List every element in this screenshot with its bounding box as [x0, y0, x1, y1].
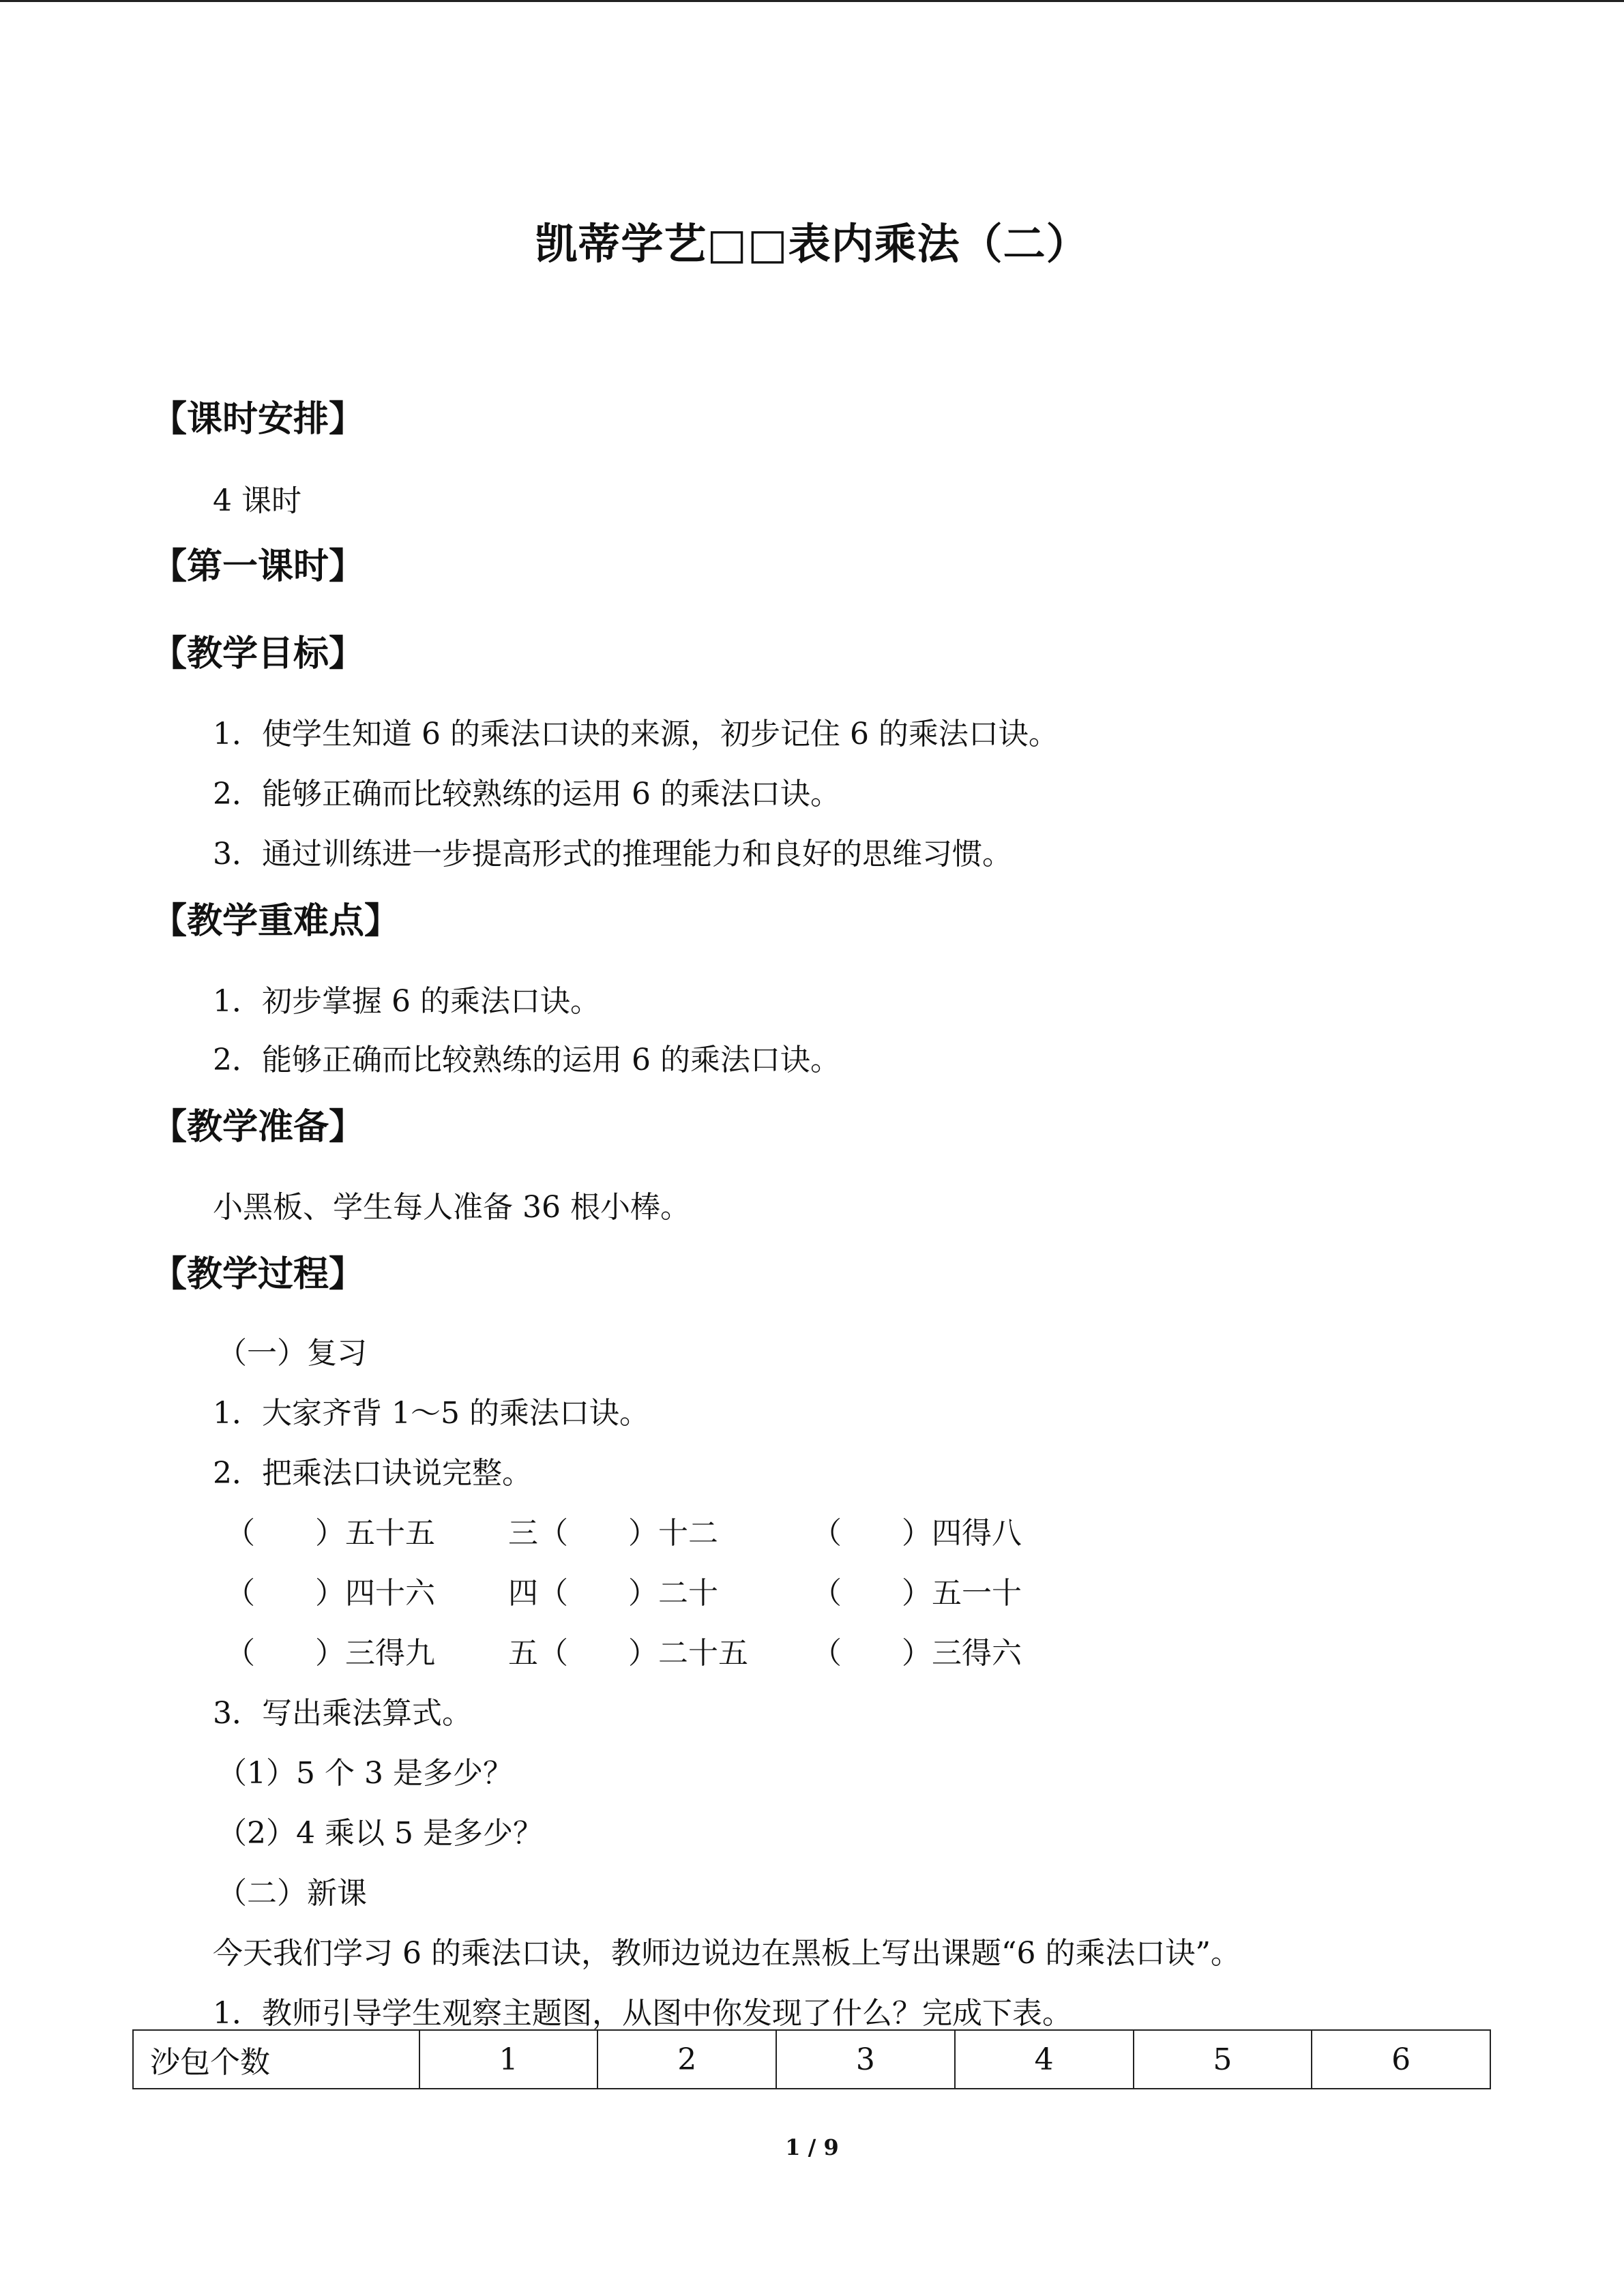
new-lesson-intro: 今天我们学习 6 的乘法口诀，教师边说边在黑板上写出课题“6 的乘法口诀”。	[213, 1936, 1241, 1971]
goal-item: 2．能够正确而比较熟练的运用 6 的乘法口诀。	[213, 777, 840, 811]
new-lesson-label: （二）新课	[217, 1876, 367, 1911]
fill-blank: 四（ ）二十	[508, 1576, 718, 1611]
table-cell: 6	[1311, 2031, 1490, 2088]
lesson1-heading: 【第一课时】	[151, 546, 365, 587]
prep-heading: 【教学准备】	[151, 1106, 365, 1148]
fill-blank: （ ）三得九	[225, 1636, 435, 1671]
fill-blank: （ ）四得八	[812, 1516, 1022, 1551]
review-item-1: 1．大家齐背 1～5 的乘法口诀。	[213, 1396, 649, 1431]
table-cell: 2	[597, 2031, 776, 2088]
top-border	[0, 0, 1624, 2]
goal-item: 1．使学生知道 6 的乘法口诀的来源，初步记住 6 的乘法口诀。	[213, 717, 1059, 751]
page-title: 凯蒂学艺□□表内乘法（二）	[535, 219, 1089, 269]
process-heading: 【教学过程】	[151, 1253, 365, 1295]
fill-blank: （ ）五一十	[812, 1576, 1022, 1611]
review-item-3: 3．写出乘法算式。	[213, 1696, 472, 1731]
table-cell: 3	[776, 2031, 954, 2088]
table-cell: 4	[954, 2031, 1133, 2088]
fill-blank: 三（ ）十二	[508, 1516, 718, 1551]
key-point-item: 2．能够正确而比较熟练的运用 6 的乘法口诀。	[213, 1043, 840, 1077]
table-cell: 1	[419, 2031, 597, 2088]
observe-instruction: 1．教师引导学生观察主题图，从图中你发现了什么？完成下表。	[213, 1996, 1072, 2031]
fill-blank: 五（ ）二十五	[508, 1636, 748, 1671]
table-row-label: 沙包个数	[150, 2045, 270, 2080]
question-1: （1）5 个 3 是多少？	[217, 1756, 513, 1791]
goal-item: 3．通过训练进一步提高形式的推理能力和良好的思维习惯。	[213, 837, 1012, 871]
goals-heading: 【教学目标】	[151, 633, 365, 674]
question-2: （2）4 乘以 5 是多少？	[217, 1816, 543, 1851]
page-number: 1 / 9	[785, 2134, 839, 2160]
review-label: （一）复习	[217, 1336, 367, 1371]
prep-text: 小黑板、学生每人准备 36 根小棒。	[213, 1190, 690, 1225]
review-item-2: 2．把乘法口诀说完整。	[213, 1456, 532, 1491]
schedule-heading: 【课时安排】	[151, 398, 365, 440]
key-point-item: 1．初步掌握 6 的乘法口诀。	[213, 984, 600, 1019]
fill-blank: （ ）四十六	[225, 1576, 435, 1611]
fill-blank: （ ）五十五	[225, 1516, 435, 1551]
fill-blank: （ ）三得六	[812, 1636, 1022, 1671]
key-points-heading: 【教学重难点】	[151, 900, 400, 942]
schedule-text: 4 课时	[213, 483, 301, 518]
table-cell: 5	[1133, 2031, 1312, 2088]
sandbag-table	[132, 2029, 1491, 2089]
